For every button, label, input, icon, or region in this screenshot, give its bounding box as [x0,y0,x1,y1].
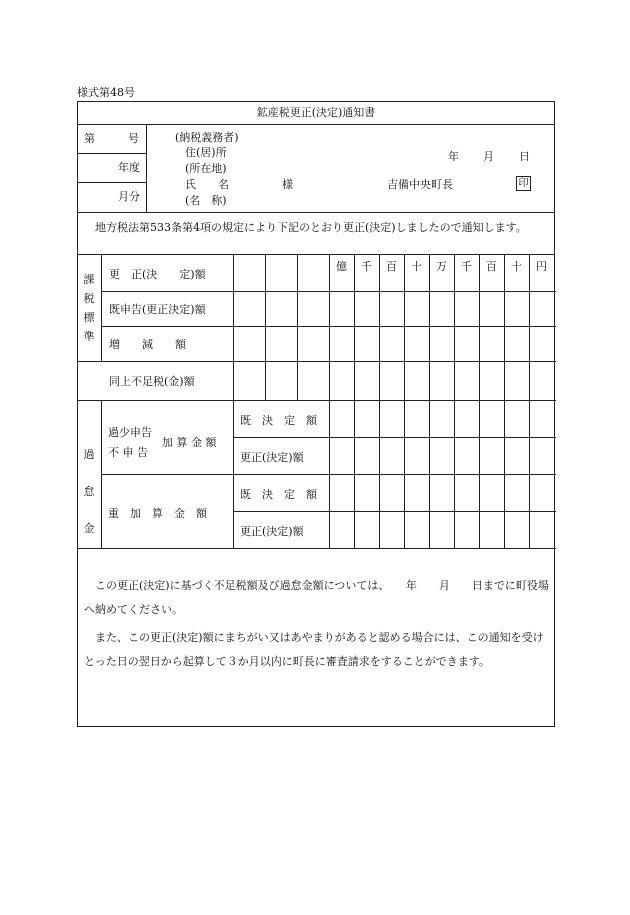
grid-line [454,254,455,548]
tax-base-char: 税 [83,292,95,305]
notice-form [77,101,555,727]
penalty-char: 金 [83,522,95,535]
grid-line [354,254,355,548]
row-shortfall-label: 同上不足税(金)額 [109,375,195,388]
row-previous-label: 既申告(更正決定)額 [109,303,206,316]
year-cell [78,153,146,183]
unit-yen: 円 [536,260,547,273]
number-label: 第 号 [84,132,139,145]
taxpayer-label: (納税義務者) [175,131,239,144]
notice-section [78,212,554,255]
grid-line [504,254,505,548]
reference-column [78,124,147,212]
grid-line [78,361,556,362]
additional-tax-label: 加 算 金 額 [162,436,217,449]
grid-line [429,254,430,548]
notice-text: 地方税法第533条第4項の規定により下記のとおり更正(決定)しましたので通知します。 [95,221,527,234]
under-report-label: 過少申告 [108,426,152,439]
month-label: 月分 [118,190,140,203]
grid-line [479,254,480,548]
grid-line [78,400,556,401]
date-month: 月 [483,150,494,163]
penalty-char: 過 [83,448,95,461]
unit-oku: 億 [336,260,347,273]
grid-line [329,254,330,548]
row-change-label: 増 減 額 [109,338,186,351]
tax-base-char: 課 [83,273,95,286]
corrected-amount-label-2: 更正(決定)額 [240,525,304,538]
unit-juu: 十 [411,260,422,273]
grid-line [529,254,530,548]
appeal-text: また、この更正(決定)額にまちがい又はあやまりがあると認める場合には、この通知を受けとった日の翌日から起算して３か月以内に町長に審査請求をすることができます。 [84,631,544,668]
unit-hyaku-2: 百 [486,260,497,273]
form-number: 様式第48号 [77,86,135,99]
honorific: 様 [282,178,293,191]
no-report-label: 不 申 告 [108,446,148,459]
tax-base-char: 標 [83,311,95,324]
address-label: 住(居)所 [185,146,227,159]
grid-line [233,254,234,548]
unit-man: 万 [436,260,447,273]
penalty-label [82,436,96,547]
payment-text: この更正(決定)に基づく不足税額及び過怠金額については、 年 月 日までに町役場へ納めてください。 [84,579,549,616]
number-cell [78,124,146,154]
grid-line [233,511,556,512]
corrected-amount-label-1: 更正(決定)額 [240,451,304,464]
decided-label-2: 既 決 定 額 [240,488,317,501]
grid-line [297,254,298,400]
unit-juu-2: 十 [511,260,522,273]
grid-line [404,254,405,548]
grid-line [101,400,102,548]
grid-line [265,254,266,400]
location-label: (所在地) [185,162,227,175]
tax-grid [78,254,554,560]
name-paren-label: (名 称) [185,194,227,207]
seal-mark: 印 [516,176,531,191]
date-day: 日 [519,150,530,163]
mayor-name: 吉備中央町長 [387,178,453,191]
grid-line [78,548,556,549]
decided-label-1: 既 決 定 額 [240,414,317,427]
grid-line [233,437,556,438]
heavy-additional-tax-label: 重 加 算 金 額 [108,507,207,520]
tax-base-char: 準 [83,330,95,343]
grid-line [379,254,380,548]
header-block [78,124,554,213]
year-label: 年度 [118,161,140,174]
unit-sen: 千 [361,260,372,273]
tax-base-label [82,270,96,346]
form-title: 鉱産税更正(決定)通知書 [78,102,554,125]
penalty-char: 怠 [83,485,95,498]
grid-line [101,254,102,361]
row-corrected-label: 更 正(決 定)額 [109,268,206,281]
date-year: 年 [448,150,459,163]
name-label: 氏 名 [185,178,229,191]
month-cell [78,182,146,212]
unit-sen-2: 千 [461,260,472,273]
unit-hyaku: 百 [386,260,397,273]
